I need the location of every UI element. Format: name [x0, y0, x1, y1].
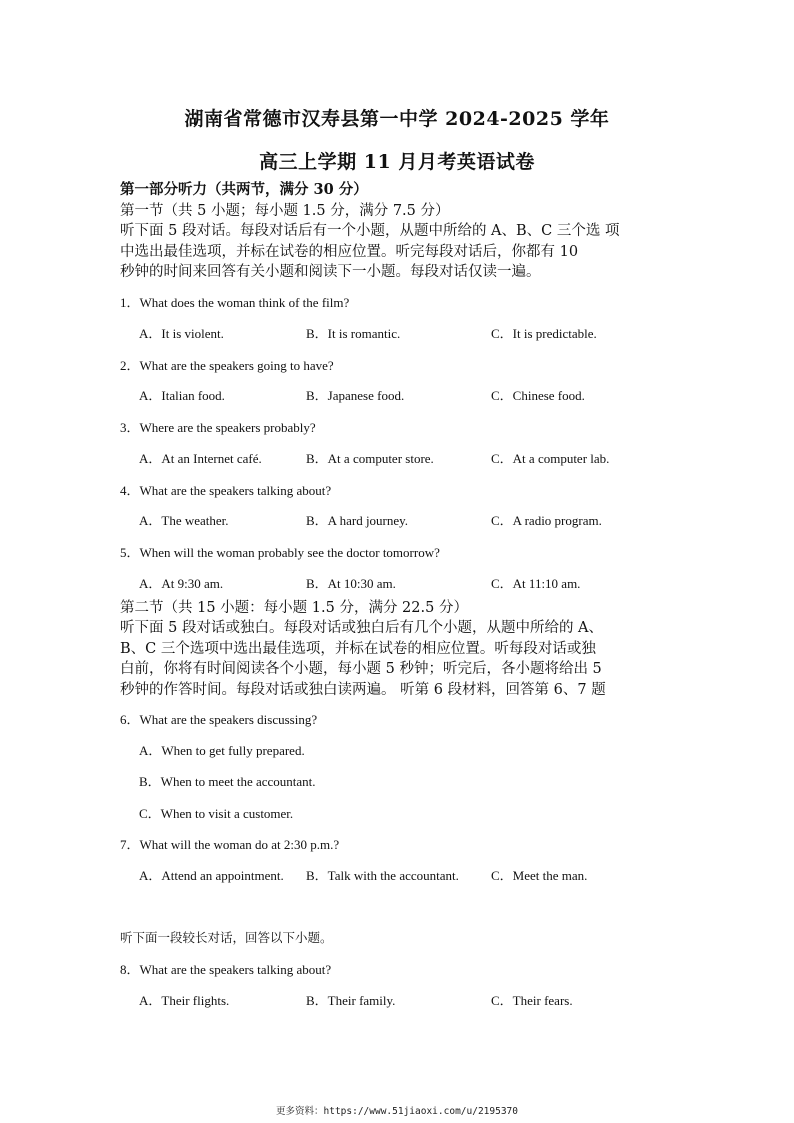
question-7-option-b: B．Talk with the accountant.: [306, 868, 459, 883]
question-5-option-b: B．At 10:30 am.: [306, 576, 396, 591]
question-4-option-c: C．A radio program.: [491, 513, 602, 528]
question-4-option-a: A．The weather.: [139, 513, 229, 528]
instruction-line: 秒钟的作答时间。每段对话或独白读两遍。 听第 6 段材料，回答第 6、7 题: [120, 681, 606, 698]
question-6: 6．What are the speakers discussing?: [120, 712, 318, 727]
section2-instructions: [120, 618, 680, 700]
instruction-line: 白前，你将有时间阅读各个小题，每小题 5 秒钟；听完后，各小题将给出 5: [120, 661, 602, 677]
question-6-option-c: C．When to visit a customer.: [139, 806, 294, 821]
instruction-line: 秒钟的时间来回答有关小题和阅读下一小题。每段对话仅读一遍。: [120, 264, 541, 280]
question-1-option-c: C．It is predictable.: [491, 326, 597, 341]
question-6-option-b: B．When to meet the accountant.: [139, 774, 316, 789]
question-8-option-a: A．Their flights.: [139, 993, 230, 1008]
question-8-option-b: B．Their family.: [306, 993, 396, 1008]
instruction-line: 听下面 5 段对话或独白。每段对话或独白后有几个小题，从题中所给的 A、: [120, 620, 604, 636]
question-3-option-c: C．At a computer lab.: [491, 451, 610, 466]
question-2-option-c: C．Chinese food.: [491, 388, 585, 403]
question-5: 5．When will the woman probably see the doctor tomorrow?: [120, 545, 440, 560]
section2-heading: 第二节（共 15 小题：每小题 1.5 分，满分 22.5 分）: [120, 600, 468, 616]
question-2: 2．What are the speakers going to have?: [120, 358, 334, 373]
question-2-option-a: A．Italian food.: [139, 388, 225, 403]
question-4: 4．What are the speakers talking about?: [120, 483, 332, 498]
question-3-option-b: B．At a computer store.: [306, 451, 434, 466]
exam-title-line2: 高三上学期 11 月月考英语试卷: [259, 151, 535, 173]
question-7-option-c: C．Meet the man.: [491, 868, 588, 883]
question-5-option-c: C．At 11:10 am.: [491, 576, 581, 591]
question-8-option-c: C．Their fears.: [491, 993, 573, 1008]
question-5-option-a: A．At 9:30 am.: [139, 576, 224, 591]
question-3-option-a: A．At an Internet café.: [139, 451, 262, 466]
section1-instructions: [120, 221, 680, 283]
footer-link[interactable]: 更多资料：https://www.51jiaoxi.com/u/2195370: [276, 1106, 518, 1117]
question-2-option-b: B．Japanese food.: [306, 388, 405, 403]
question-6-option-a: A．When to get fully prepared.: [139, 743, 305, 758]
question-1-option-b: B．It is romantic.: [306, 326, 401, 341]
instruction-line: B、C 三个选项中选出最佳选项，并标在试卷的相应位置。听每段对话或独: [120, 640, 596, 657]
section1-heading: 第一节（共 5 小题；每小题 1.5 分，满分 7.5 分）: [120, 203, 450, 219]
exam-title-line1: 湖南省常德市汉寿县第一中学 2024-2025 学年: [184, 108, 610, 130]
long-dialogue-note: 听下面一段较长对话，回答以下小题。: [120, 930, 333, 945]
question-7-option-a: A．Attend an appointment.: [139, 868, 284, 883]
question-4-option-b: B．A hard journey.: [306, 513, 409, 528]
instruction-line: 中选出最佳选项，并标在试卷的相应位置。听完每段对话后，你都有 10: [120, 243, 579, 260]
question-7: 7．What will the woman do at 2:30 p.m.?: [120, 837, 340, 852]
question-3: 3．Where are the speakers probably?: [120, 420, 316, 435]
instruction-line: 听下面 5 段对话。每段对话后有一个小题，从题中所给的 A、B、C 三个选 项: [120, 223, 620, 239]
question-1-option-a: A．It is violent.: [139, 326, 224, 341]
question-8: 8．What are the speakers talking about?: [120, 962, 332, 977]
question-1: 1．What does the woman think of the film?: [120, 295, 350, 310]
part1-heading: 第一部分听力（共两节，满分 30 分）: [120, 181, 368, 198]
